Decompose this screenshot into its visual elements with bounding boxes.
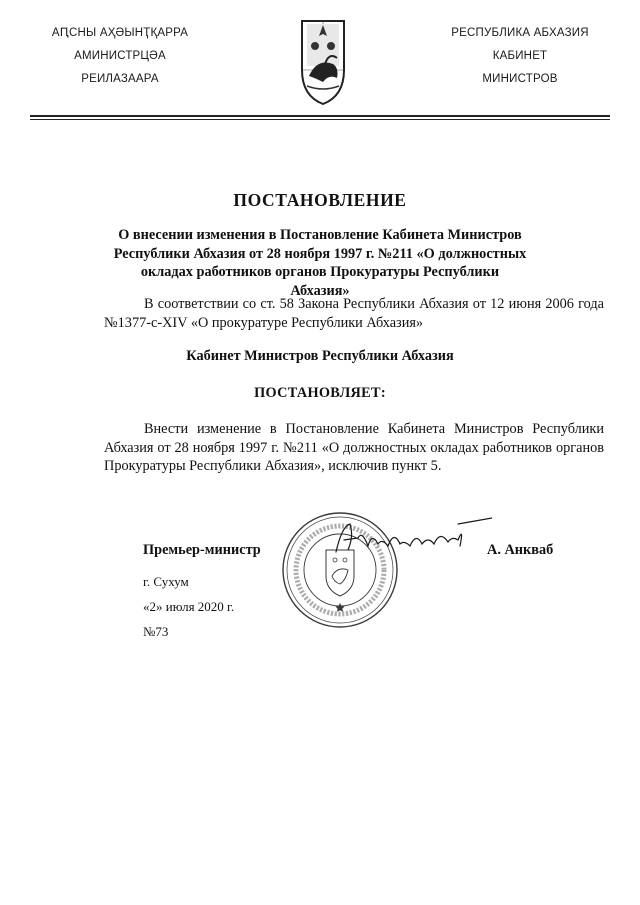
header-right-line-2: КАБИНЕТ <box>492 50 548 62</box>
header-abkhaz <box>20 22 220 91</box>
state-emblem-icon <box>299 18 347 106</box>
document-subject: О внесении изменения в Постановление Кабинета Министров Республики Абхазия от 28 ноября 1997 г. №211 «О должностных окладах работников органов Прокуратуры Республики Абхазия» <box>113 227 527 299</box>
header-left-line-1: АԤСНЫ АҲӘЫНҬҚАРРА <box>51 27 189 39</box>
handwritten-signature <box>332 516 492 562</box>
header-right-line-3: МИНИСТРОВ <box>482 73 558 85</box>
document-body: Внести изменение в Постановление Кабинета Министров Республики Абхазия от 28 ноября 1997 г. №211 «О должностных окладах работников органов Прокуратуры Республики Абхазия», исключив пункт 5. <box>104 421 604 474</box>
document-number: №73 <box>143 624 169 639</box>
document-resolves: ПОСТАНОВЛЯЕТ: <box>254 385 386 401</box>
document-preamble: В соответствии со ст. 58 Закона Республики Абхазия от 12 июня 2006 года №1377-с-XIV «О прокуратуре Республики Абхазия» <box>104 296 604 331</box>
header-divider-thick <box>30 115 610 117</box>
header-left-line-2: АМИНИСТРЦӘА <box>74 50 166 62</box>
document-title: ПОСТАНОВЛЕНИЕ <box>233 190 407 210</box>
header-russian <box>420 22 620 91</box>
document-issuer: Кабинет Министров Республики Абхазия <box>186 348 454 364</box>
header-right-line-1: РЕСПУБЛИКА АБХАЗИЯ <box>451 27 589 39</box>
signer-position: Премьер-министр <box>143 542 261 558</box>
signer-name: А. Анкваб <box>487 542 554 558</box>
header-divider-thin <box>30 119 610 120</box>
issue-date: «2» июля 2020 г. <box>143 599 235 614</box>
header-left-line-3: РЕИЛАЗААРА <box>81 73 159 85</box>
issue-city: г. Сухум <box>143 574 189 589</box>
